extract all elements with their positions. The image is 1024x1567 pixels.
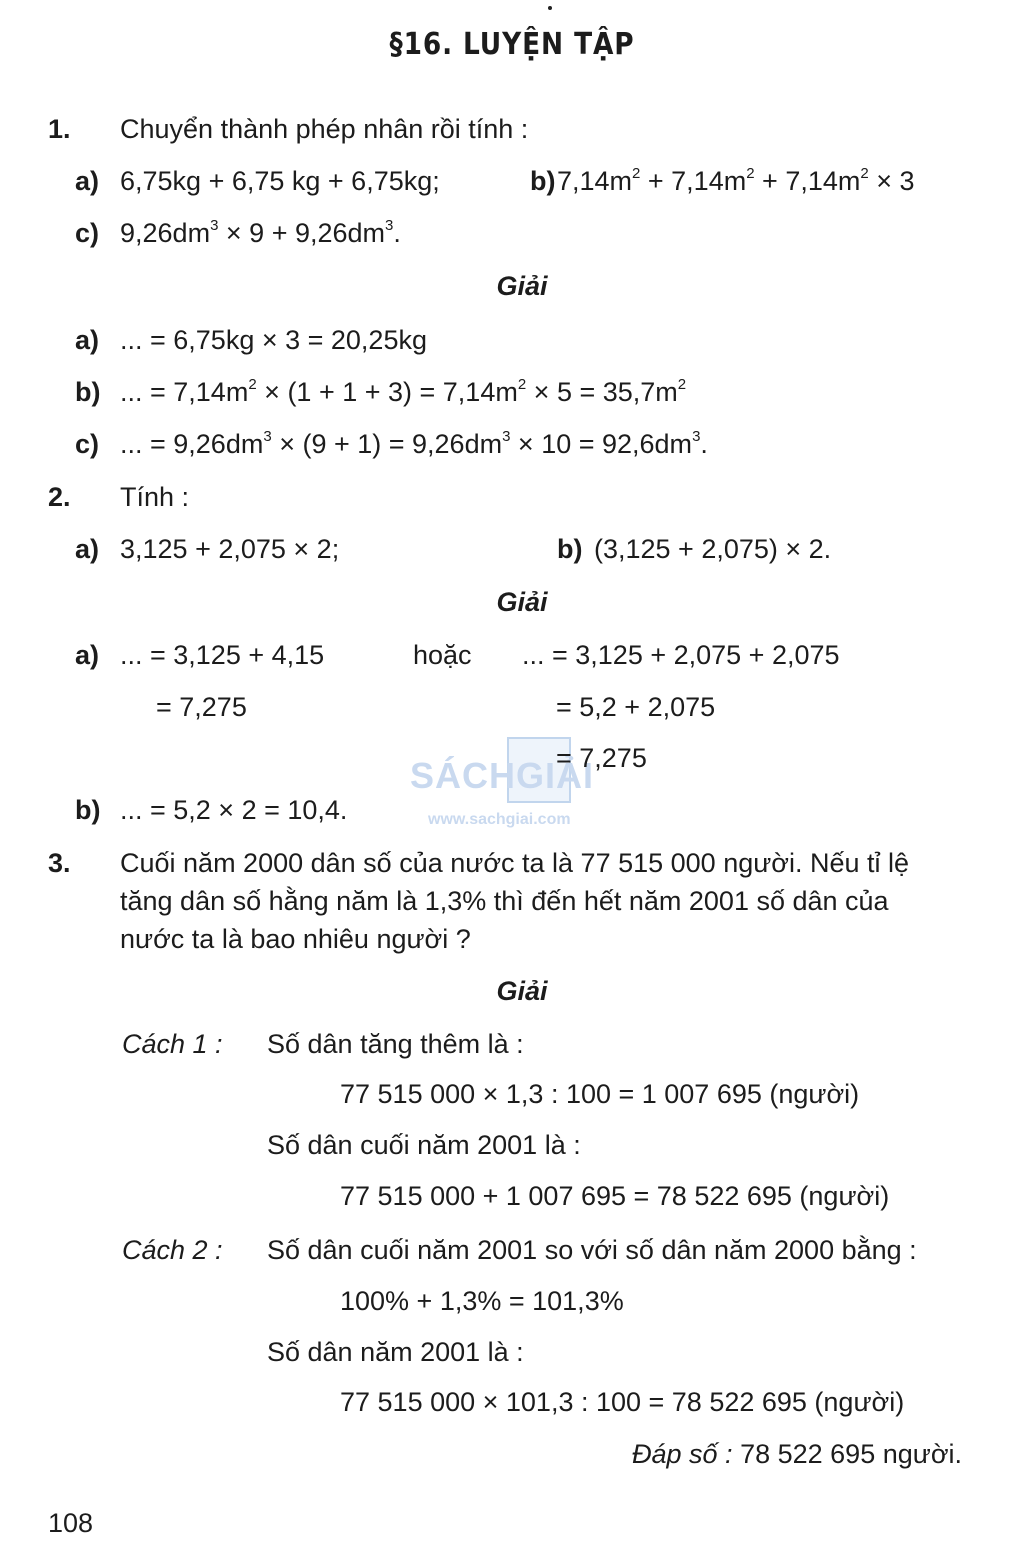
method-2-line3: Số dân năm 2001 là : xyxy=(267,1337,524,1367)
method-1-line1: Số dân tăng thêm là : xyxy=(267,1029,524,1059)
method-2-line4: 77 515 000 × 101,3 : 100 = 78 522 695 (người) xyxy=(340,1387,905,1417)
solution-2a-line2: = 7,275 xyxy=(156,692,247,722)
problem-3-number: 3. xyxy=(48,848,71,878)
problem-2a-text: 3,125 + 2,075 × 2; xyxy=(120,534,340,564)
problem-1c-text: $9,26dm^3 \times 9 + 9,26dm^3$. xyxy=(120,217,401,248)
page-number: 108 xyxy=(48,1508,94,1538)
solution-2a-alt-line1: ... = 3,125 + 2,075 + 2,075 xyxy=(522,640,840,670)
method-1-line4: 77 515 000 + 1 007 695 = 78 522 695 (người) xyxy=(340,1181,890,1211)
solution-2a-or: hoặc xyxy=(413,640,472,670)
solution-1a-label: a) xyxy=(75,325,100,355)
problem-1a-label: a) xyxy=(75,166,100,196)
problem-3-solution-heading: Giải xyxy=(496,976,548,1006)
problem-1b-text: $7,14m^2 + 7,14m^2 + 7,14m^2 \times 3$ xyxy=(557,165,915,196)
final-answer-label: Đáp số : xyxy=(632,1439,733,1469)
page-title: §16. LUYỆN TẬP xyxy=(389,27,635,62)
problem-1a-text: 6,75kg + 6,75 kg + 6,75kg; xyxy=(120,166,440,196)
watermark-url: www.sachgiai.com xyxy=(428,811,571,828)
solution-2a-alt-line3: = 7,275 xyxy=(556,743,647,773)
solution-2b-text: ... = 5,2 × 2 = 10,4. xyxy=(120,795,348,825)
problem-3-line3: nước ta là bao nhiêu người ? xyxy=(120,924,471,954)
method-2-line2: 100% + 1,3% = 101,3% xyxy=(340,1286,624,1316)
problem-3-line2: tăng dân số hằng năm là 1,3% thì đến hết năm 2001 số dân của xyxy=(120,886,889,916)
problem-1b-label: b) xyxy=(530,166,556,196)
problem-1c-label: c) xyxy=(75,218,100,248)
watermark-brand: SÁCHGIẢI xyxy=(410,755,595,796)
problem-1-number: 1. xyxy=(48,114,71,144)
solution-2b-label: b) xyxy=(75,795,101,825)
final-answer xyxy=(632,1441,962,1468)
method-1-label: Cách 1 : xyxy=(122,1029,223,1059)
scan-speck xyxy=(548,6,552,10)
method-2-line1: Số dân cuối năm 2001 so với số dân năm 2000 bằng : xyxy=(267,1235,917,1265)
solution-2a-label: a) xyxy=(75,640,100,670)
problem-2b-text: (3,125 + 2,075) × 2. xyxy=(594,534,832,564)
problem-2-question: Tính : xyxy=(120,482,190,512)
problem-2a-label: a) xyxy=(75,534,100,564)
solution-1c-text: ... = $9,26dm^3 \times (9 + 1) = 9,26dm^3 \times 10 = 92,6dm^3$. xyxy=(120,428,708,459)
method-2-label: Cách 2 : xyxy=(122,1235,223,1265)
solution-1c-label: c) xyxy=(75,429,100,459)
problem-1-solution-heading: Giải xyxy=(496,271,548,301)
problem-2-solution-heading: Giải xyxy=(496,587,548,617)
solution-1b-label: b) xyxy=(75,377,101,407)
solution-1b-text: ... = $7,14m^2 \times (1 + 1 + 3) = 7,14m^2 \times 5 = 35,7m^2$ xyxy=(120,376,687,407)
final-answer-value: 78 522 695 người. xyxy=(740,1439,963,1469)
method-1-line2: 77 515 000 × 1,3 : 100 = 1 007 695 (người) xyxy=(340,1079,860,1109)
method-1-line3: Số dân cuối năm 2001 là : xyxy=(267,1130,581,1160)
problem-1-question: Chuyển thành phép nhân rồi tính : xyxy=(120,114,529,144)
solution-2a-line1: ... = 3,125 + 4,15 xyxy=(120,640,325,670)
problem-3-line1: Cuối năm 2000 dân số của nước ta là 77 515 000 người. Nếu tỉ lệ xyxy=(120,848,910,878)
solution-1a-text: ... = 6,75kg × 3 = 20,25kg xyxy=(120,325,427,355)
solution-2a-alt-line2: = 5,2 + 2,075 xyxy=(556,692,716,722)
problem-2-number: 2. xyxy=(48,482,71,512)
problem-2b-label: b) xyxy=(557,534,583,564)
